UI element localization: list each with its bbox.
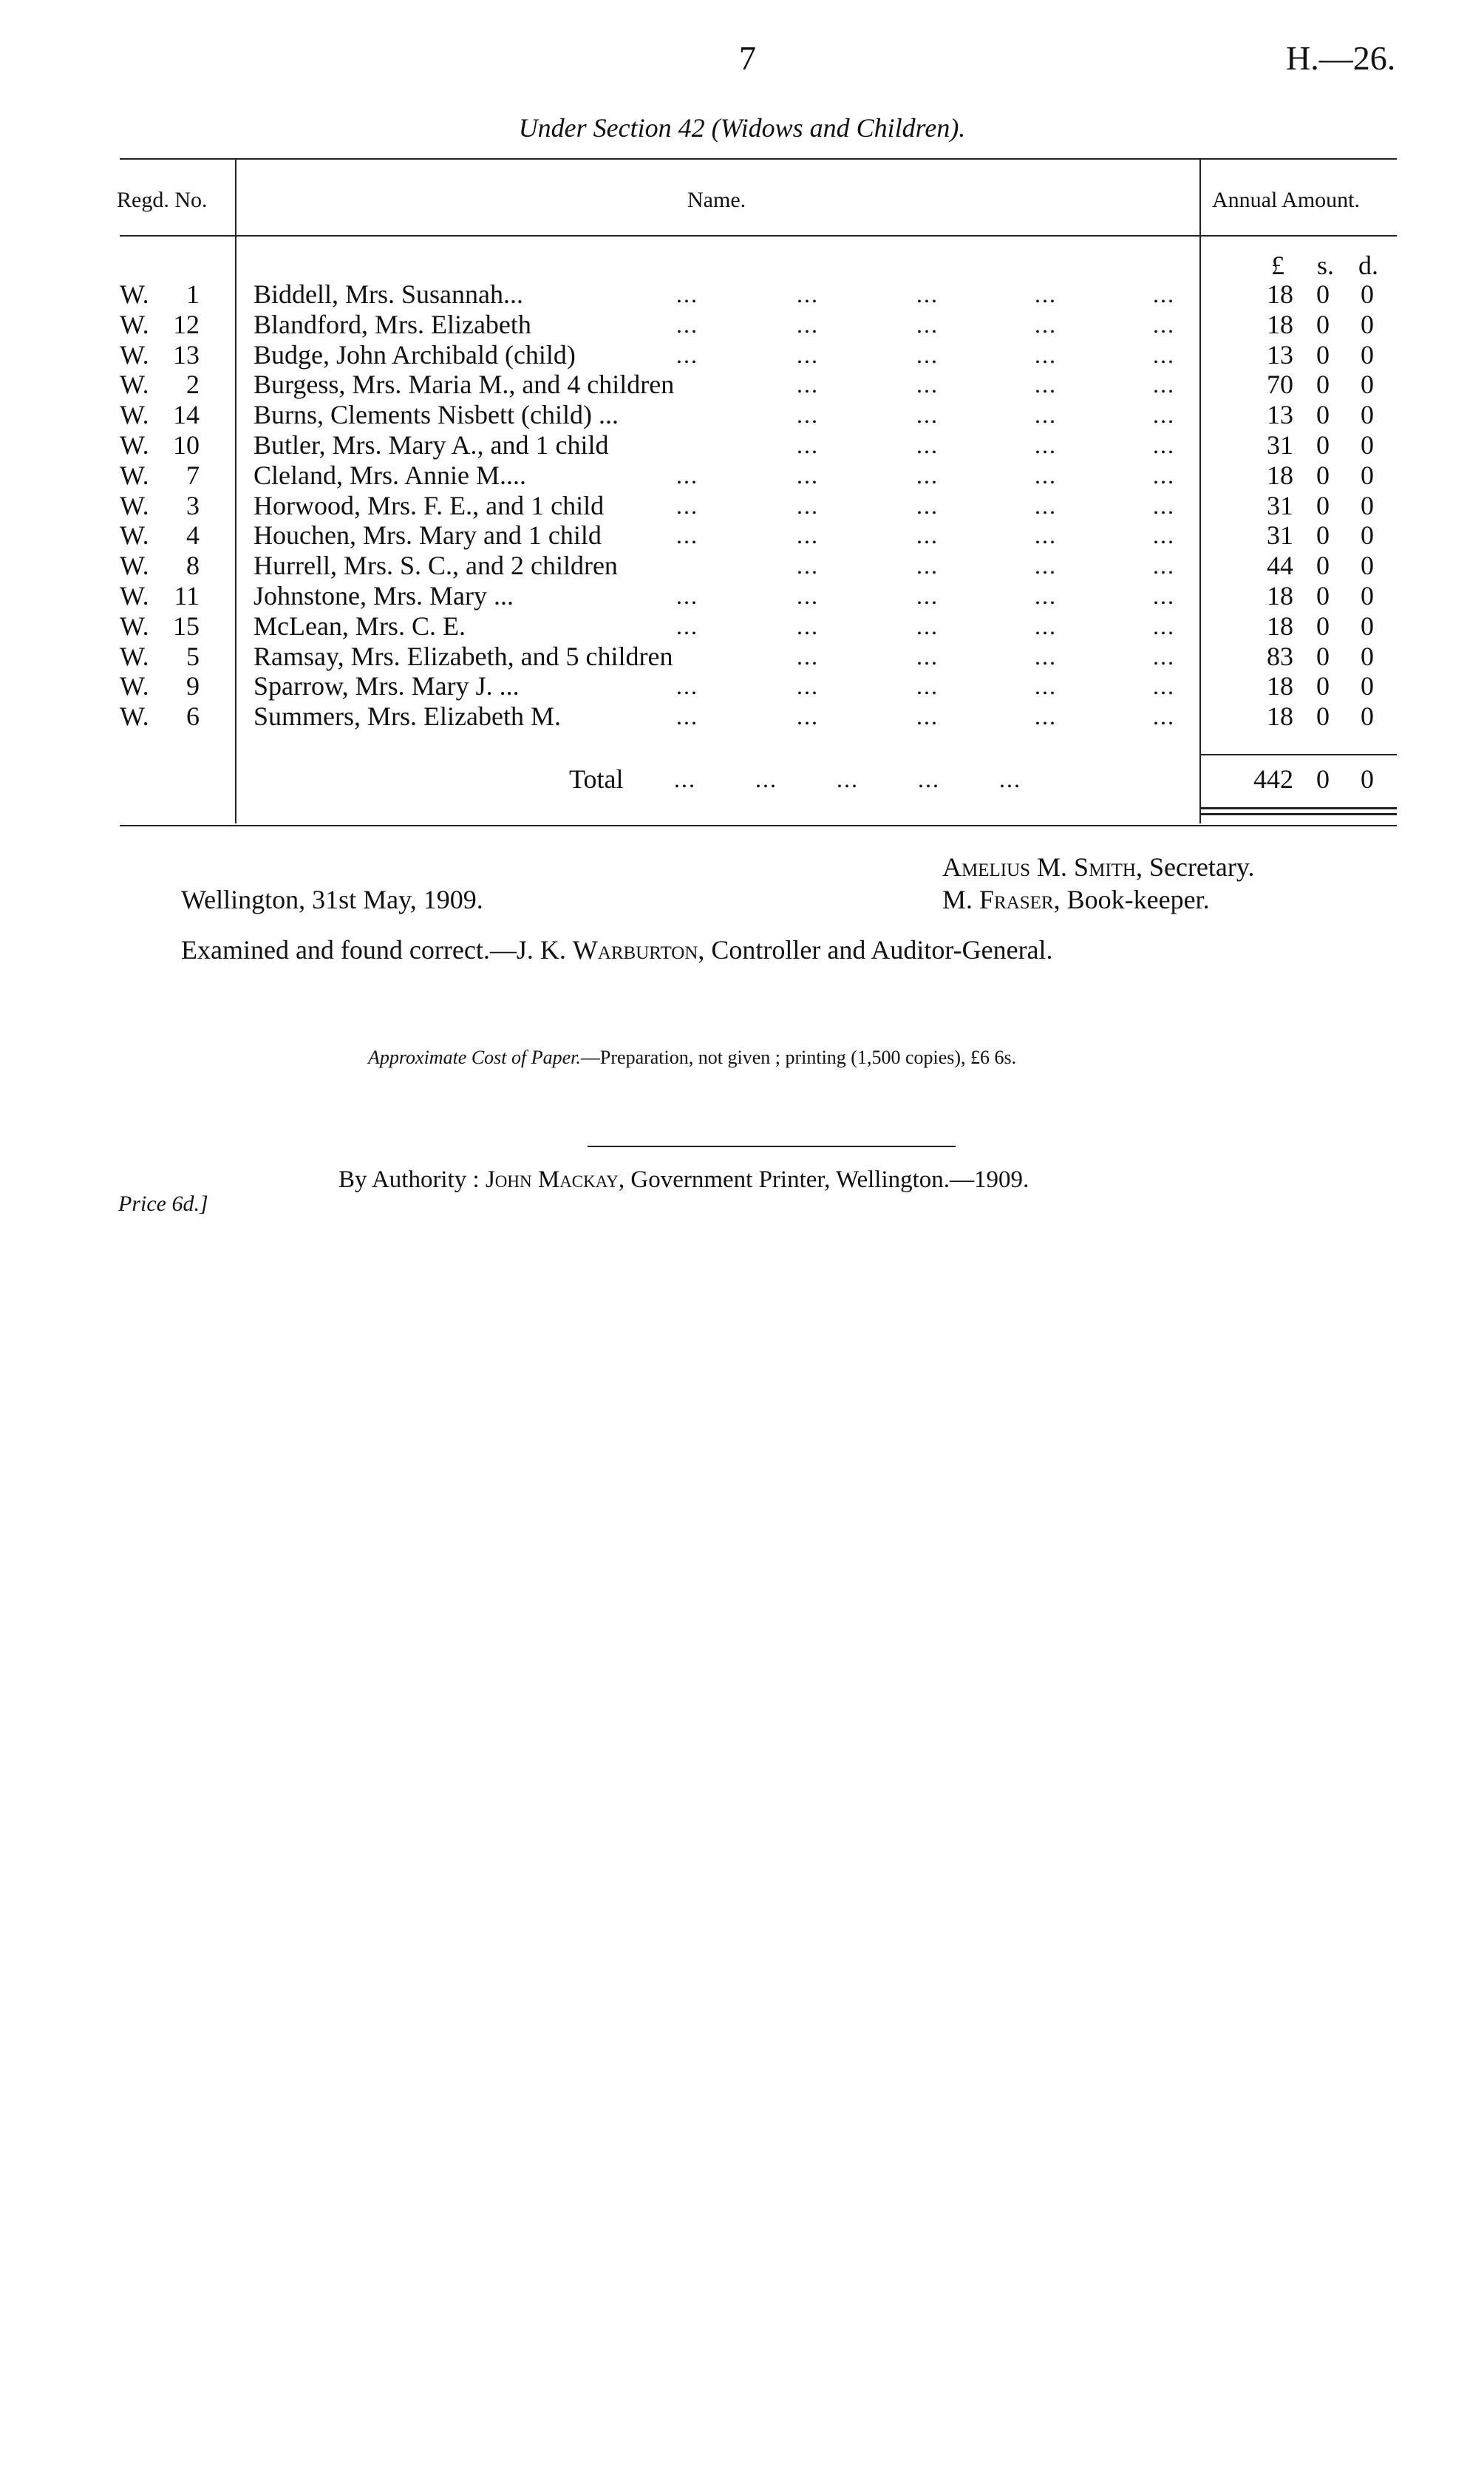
amount-pence: 0 bbox=[1361, 671, 1374, 701]
auditor-name: Warburton bbox=[572, 935, 698, 965]
leader-dots: ... bbox=[916, 432, 939, 458]
examined-prefix: Examined and found correct.—J. K. bbox=[181, 935, 573, 965]
table-row bbox=[0, 400, 1484, 430]
leader-dots: ... bbox=[1035, 552, 1057, 579]
document-reference: H.—26. bbox=[1286, 39, 1396, 77]
leader-dots: ... bbox=[1035, 310, 1057, 338]
leader-dots: ... bbox=[676, 310, 698, 338]
leader-dots: ... bbox=[676, 703, 698, 730]
column-header-amount: Annual Amount. bbox=[1212, 188, 1360, 212]
regd-prefix: W. bbox=[120, 309, 149, 339]
regd-prefix: W. bbox=[120, 520, 149, 551]
printer-suffix: , Government Printer, Wellington.—1909. bbox=[618, 1166, 1029, 1193]
leader-dots: ... bbox=[1153, 341, 1175, 368]
beneficiary-name: Houchen, Mrs. Mary and 1 child bbox=[253, 520, 602, 551]
table-row bbox=[0, 611, 1484, 642]
amount-pounds: 31 bbox=[1267, 520, 1293, 551]
regd-prefix: W. bbox=[120, 279, 149, 309]
printer-imprint bbox=[338, 1166, 1029, 1194]
amount-shillings: 0 bbox=[1316, 671, 1330, 701]
table-row bbox=[0, 520, 1484, 551]
auditor-title: , Controller and Auditor-General. bbox=[698, 935, 1053, 965]
regd-number: 6 bbox=[186, 701, 200, 732]
leader-dots: ... bbox=[797, 432, 819, 458]
amount-pence: 0 bbox=[1361, 490, 1374, 520]
leader-dots: ... bbox=[1153, 461, 1175, 489]
leader-dots: ... bbox=[916, 552, 939, 579]
table-row bbox=[0, 460, 1484, 491]
total-row bbox=[0, 764, 1484, 795]
amount-shillings: 0 bbox=[1316, 490, 1330, 520]
amount-shillings: 0 bbox=[1316, 520, 1330, 551]
beneficiary-name: Ramsay, Mrs. Elizabeth, and 5 children bbox=[253, 641, 673, 671]
regd-prefix: W. bbox=[120, 430, 149, 460]
amount-pounds: 18 bbox=[1267, 581, 1293, 611]
leader-dots: ... bbox=[916, 492, 939, 519]
table-row bbox=[0, 340, 1484, 370]
table-top-rule bbox=[120, 158, 1397, 160]
regd-number: 4 bbox=[186, 520, 200, 551]
leader-dots: ... bbox=[1153, 401, 1175, 429]
unit-shillings: s. bbox=[1317, 251, 1335, 280]
leader-dots: ... bbox=[797, 461, 819, 489]
amount-shillings: 0 bbox=[1316, 701, 1330, 732]
leader-dots: ... bbox=[1153, 582, 1175, 609]
leader-dots: ... ... ... ... ... bbox=[674, 766, 1021, 792]
leader-dots: ... bbox=[797, 612, 819, 639]
regd-number: 5 bbox=[186, 641, 200, 671]
leader-dots: ... bbox=[916, 461, 939, 489]
amount-pounds: 70 bbox=[1267, 370, 1293, 400]
bookkeeper-name: M. Fraser bbox=[942, 885, 1054, 914]
leader-dots: ... bbox=[1035, 582, 1057, 609]
leader-dots: ... bbox=[797, 281, 819, 307]
amount-pounds: 18 bbox=[1267, 309, 1293, 339]
beneficiary-name: Johnstone, Mrs. Mary ... bbox=[253, 581, 514, 611]
amount-pounds: 13 bbox=[1267, 400, 1293, 430]
total-rule-bottom-2 bbox=[1199, 813, 1397, 815]
leader-dots: ... bbox=[1035, 401, 1057, 429]
leader-dots: ... bbox=[1035, 281, 1057, 307]
beneficiary-name: Summers, Mrs. Elizabeth M. bbox=[253, 701, 561, 732]
leader-dots: ... bbox=[676, 522, 698, 549]
leader-dots: ... bbox=[1035, 492, 1057, 519]
regd-prefix: W. bbox=[120, 339, 149, 370]
amount-shillings: 0 bbox=[1316, 460, 1330, 490]
leader-dots: ... bbox=[916, 612, 939, 639]
total-pounds: 442 bbox=[1253, 764, 1293, 794]
secretary-name: Amelius M. Smith bbox=[942, 852, 1136, 882]
regd-prefix: W. bbox=[120, 490, 149, 520]
leader-dots: ... bbox=[797, 371, 819, 398]
amount-pounds: 31 bbox=[1267, 490, 1293, 520]
leader-dots: ... bbox=[1153, 673, 1175, 700]
leader-dots: ... bbox=[916, 582, 939, 609]
secretary-signature bbox=[942, 852, 1255, 883]
amount-pence: 0 bbox=[1361, 339, 1374, 370]
leader-dots: ... bbox=[1153, 310, 1175, 338]
amount-pounds: 18 bbox=[1267, 701, 1293, 732]
regd-number: 14 bbox=[173, 400, 200, 430]
regd-prefix: W. bbox=[120, 581, 149, 611]
section-title: Under Section 42 (Widows and Children). bbox=[518, 113, 966, 143]
leader-dots: ... bbox=[1035, 673, 1057, 700]
amount-shillings: 0 bbox=[1316, 611, 1330, 641]
amount-shillings: 0 bbox=[1316, 339, 1330, 370]
leader-dots: ... bbox=[676, 461, 698, 489]
leader-dots: ... bbox=[1035, 461, 1057, 489]
regd-number: 3 bbox=[186, 490, 200, 520]
beneficiary-name: Blandford, Mrs. Elizabeth bbox=[253, 309, 531, 339]
place-date: Wellington, 31st May, 1909. bbox=[181, 885, 483, 914]
regd-number: 1 bbox=[186, 279, 200, 309]
amount-pounds: 18 bbox=[1267, 279, 1293, 309]
beneficiary-name: Cleland, Mrs. Annie M.... bbox=[253, 460, 526, 490]
leader-dots: ... bbox=[676, 492, 698, 519]
leader-dots: ... bbox=[676, 673, 698, 700]
regd-prefix: W. bbox=[120, 400, 149, 430]
amount-shillings: 0 bbox=[1316, 581, 1330, 611]
amount-pounds: 83 bbox=[1267, 641, 1293, 671]
beneficiary-name: Butler, Mrs. Mary A., and 1 child bbox=[253, 430, 609, 460]
total-rule-top bbox=[1199, 754, 1397, 755]
leader-dots: ... bbox=[1153, 522, 1175, 549]
table-row bbox=[0, 581, 1484, 611]
leader-dots: ... bbox=[1035, 341, 1057, 368]
leader-dots: ... bbox=[1153, 703, 1175, 730]
leader-dots: ... bbox=[1035, 371, 1057, 398]
unit-pence: d. bbox=[1358, 251, 1378, 280]
table-row bbox=[0, 279, 1484, 310]
leader-dots: ... bbox=[916, 281, 939, 307]
leader-dots: ... bbox=[797, 582, 819, 609]
amount-pounds: 18 bbox=[1267, 671, 1293, 701]
amount-pence: 0 bbox=[1361, 460, 1374, 490]
beneficiary-name: Burgess, Mrs. Maria M., and 4 children bbox=[253, 370, 675, 400]
amount-pence: 0 bbox=[1361, 520, 1374, 551]
amount-shillings: 0 bbox=[1316, 430, 1330, 460]
leader-dots: ... bbox=[797, 341, 819, 368]
regd-number: 11 bbox=[174, 581, 200, 611]
leader-dots: ... bbox=[916, 673, 939, 700]
regd-prefix: W. bbox=[120, 641, 149, 671]
column-header-name: Name. bbox=[687, 188, 746, 212]
amount-pounds: 31 bbox=[1267, 430, 1293, 460]
amount-pounds: 18 bbox=[1267, 460, 1293, 490]
leader-dots: ... bbox=[1035, 522, 1057, 549]
total-label: Total bbox=[569, 764, 624, 794]
regd-prefix: W. bbox=[120, 370, 149, 400]
leader-dots: ... bbox=[916, 642, 939, 670]
leader-dots: ... bbox=[1035, 642, 1057, 670]
amount-pence: 0 bbox=[1361, 701, 1374, 732]
leader-dots: ... bbox=[797, 401, 819, 429]
amount-pence: 0 bbox=[1361, 279, 1374, 309]
regd-prefix: W. bbox=[120, 460, 149, 490]
amount-pence: 0 bbox=[1361, 581, 1374, 611]
table-row bbox=[0, 642, 1484, 672]
amount-shillings: 0 bbox=[1316, 400, 1330, 430]
amount-pence: 0 bbox=[1361, 611, 1374, 641]
column-header-regd: Regd. No. bbox=[117, 188, 208, 212]
total-shillings: 0 bbox=[1316, 764, 1330, 794]
leader-dots: ... bbox=[1153, 612, 1175, 639]
leader-dots: ... bbox=[1035, 612, 1057, 639]
leader-dots: ... bbox=[1153, 642, 1175, 670]
table-row bbox=[0, 491, 1484, 521]
leader-dots: ... bbox=[1153, 371, 1175, 398]
printer-name: John Mackay bbox=[485, 1166, 619, 1193]
cost-note-text: —Preparation, not given ; printing (1,500 copies), £6 6s. bbox=[580, 1047, 1017, 1068]
leader-dots: ... bbox=[1153, 432, 1175, 458]
table-row bbox=[0, 430, 1484, 460]
amount-shillings: 0 bbox=[1316, 641, 1330, 671]
amount-pounds: 13 bbox=[1267, 339, 1293, 370]
regd-prefix: W. bbox=[120, 701, 149, 732]
leader-dots: ... bbox=[797, 703, 819, 730]
leader-dots: ... bbox=[797, 492, 819, 519]
regd-prefix: W. bbox=[120, 551, 149, 581]
leader-dots: ... bbox=[676, 582, 698, 609]
leader-dots: ... bbox=[1035, 432, 1057, 458]
regd-number: 7 bbox=[186, 460, 200, 490]
bookkeeper-signature bbox=[942, 884, 1210, 915]
regd-number: 12 bbox=[173, 309, 200, 339]
regd-number: 8 bbox=[186, 551, 200, 581]
beneficiary-name: Hurrell, Mrs. S. C., and 2 children bbox=[253, 551, 618, 581]
examined-statement bbox=[181, 934, 1053, 965]
beneficiary-name: Sparrow, Mrs. Mary J. ... bbox=[253, 671, 520, 701]
cost-note-label: Approximate Cost of Paper. bbox=[368, 1047, 581, 1068]
total-rule-bottom-1 bbox=[1199, 807, 1397, 809]
table-row bbox=[0, 701, 1484, 732]
amount-pounds: 44 bbox=[1267, 551, 1293, 581]
leader-dots: ... bbox=[676, 341, 698, 368]
leader-dots: ... bbox=[797, 522, 819, 549]
leader-dots: ... bbox=[916, 401, 939, 429]
leader-dots: ... bbox=[676, 612, 698, 639]
table-row bbox=[0, 671, 1484, 701]
price: Price 6d.] bbox=[118, 1192, 208, 1216]
table-row bbox=[0, 310, 1484, 340]
table-bottom-rule bbox=[120, 825, 1397, 826]
regd-number: 2 bbox=[186, 370, 200, 400]
beneficiary-name: Budge, John Archibald (child) bbox=[253, 339, 576, 370]
amount-shillings: 0 bbox=[1316, 551, 1330, 581]
regd-prefix: W. bbox=[120, 611, 149, 641]
beneficiary-name: Burns, Clements Nisbett (child) ... bbox=[253, 400, 619, 430]
leader-dots: ... bbox=[916, 371, 939, 398]
amount-shillings: 0 bbox=[1316, 370, 1330, 400]
amount-pence: 0 bbox=[1361, 400, 1374, 430]
amount-shillings: 0 bbox=[1316, 279, 1330, 309]
table-row bbox=[0, 551, 1484, 581]
leader-dots: ... bbox=[916, 310, 939, 338]
bookkeeper-title: , Book-keeper. bbox=[1053, 885, 1210, 914]
cost-note bbox=[368, 1047, 1016, 1069]
amount-pence: 0 bbox=[1361, 430, 1374, 460]
unit-pounds: £ bbox=[1271, 251, 1284, 280]
secretary-title: , Secretary. bbox=[1135, 852, 1255, 882]
table-header-rule bbox=[120, 235, 1397, 237]
total-pence: 0 bbox=[1361, 764, 1374, 794]
amount-shillings: 0 bbox=[1316, 309, 1330, 339]
regd-prefix: W. bbox=[120, 671, 149, 701]
leader-dots: ... bbox=[676, 281, 698, 307]
regd-number: 10 bbox=[173, 430, 200, 460]
page-number: 7 bbox=[739, 39, 756, 77]
beneficiary-name: Biddell, Mrs. Susannah... bbox=[253, 279, 523, 309]
beneficiary-name: Horwood, Mrs. F. E., and 1 child bbox=[253, 490, 605, 520]
regd-number: 9 bbox=[186, 671, 200, 701]
table-row bbox=[0, 370, 1484, 400]
leader-dots: ... bbox=[916, 522, 939, 549]
amount-pence: 0 bbox=[1361, 309, 1374, 339]
amount-pence: 0 bbox=[1361, 370, 1374, 400]
amount-pence: 0 bbox=[1361, 551, 1374, 581]
beneficiary-name: McLean, Mrs. C. E. bbox=[253, 611, 466, 641]
leader-dots: ... bbox=[916, 703, 939, 730]
leader-dots: ... bbox=[1035, 703, 1057, 730]
leader-dots: ... bbox=[1153, 281, 1175, 307]
leader-dots: ... bbox=[797, 642, 819, 670]
leader-dots: ... bbox=[1153, 552, 1175, 579]
footer-rule bbox=[588, 1146, 956, 1147]
regd-number: 13 bbox=[173, 339, 200, 370]
authority-prefix: By Authority : bbox=[338, 1166, 486, 1193]
leader-dots: ... bbox=[797, 673, 819, 700]
amount-pounds: 18 bbox=[1267, 611, 1293, 641]
leader-dots: ... bbox=[1153, 492, 1175, 519]
regd-number: 15 bbox=[173, 611, 200, 641]
leader-dots: ... bbox=[797, 310, 819, 338]
amount-pence: 0 bbox=[1361, 641, 1374, 671]
leader-dots: ... bbox=[797, 552, 819, 579]
leader-dots: ... bbox=[916, 341, 939, 368]
